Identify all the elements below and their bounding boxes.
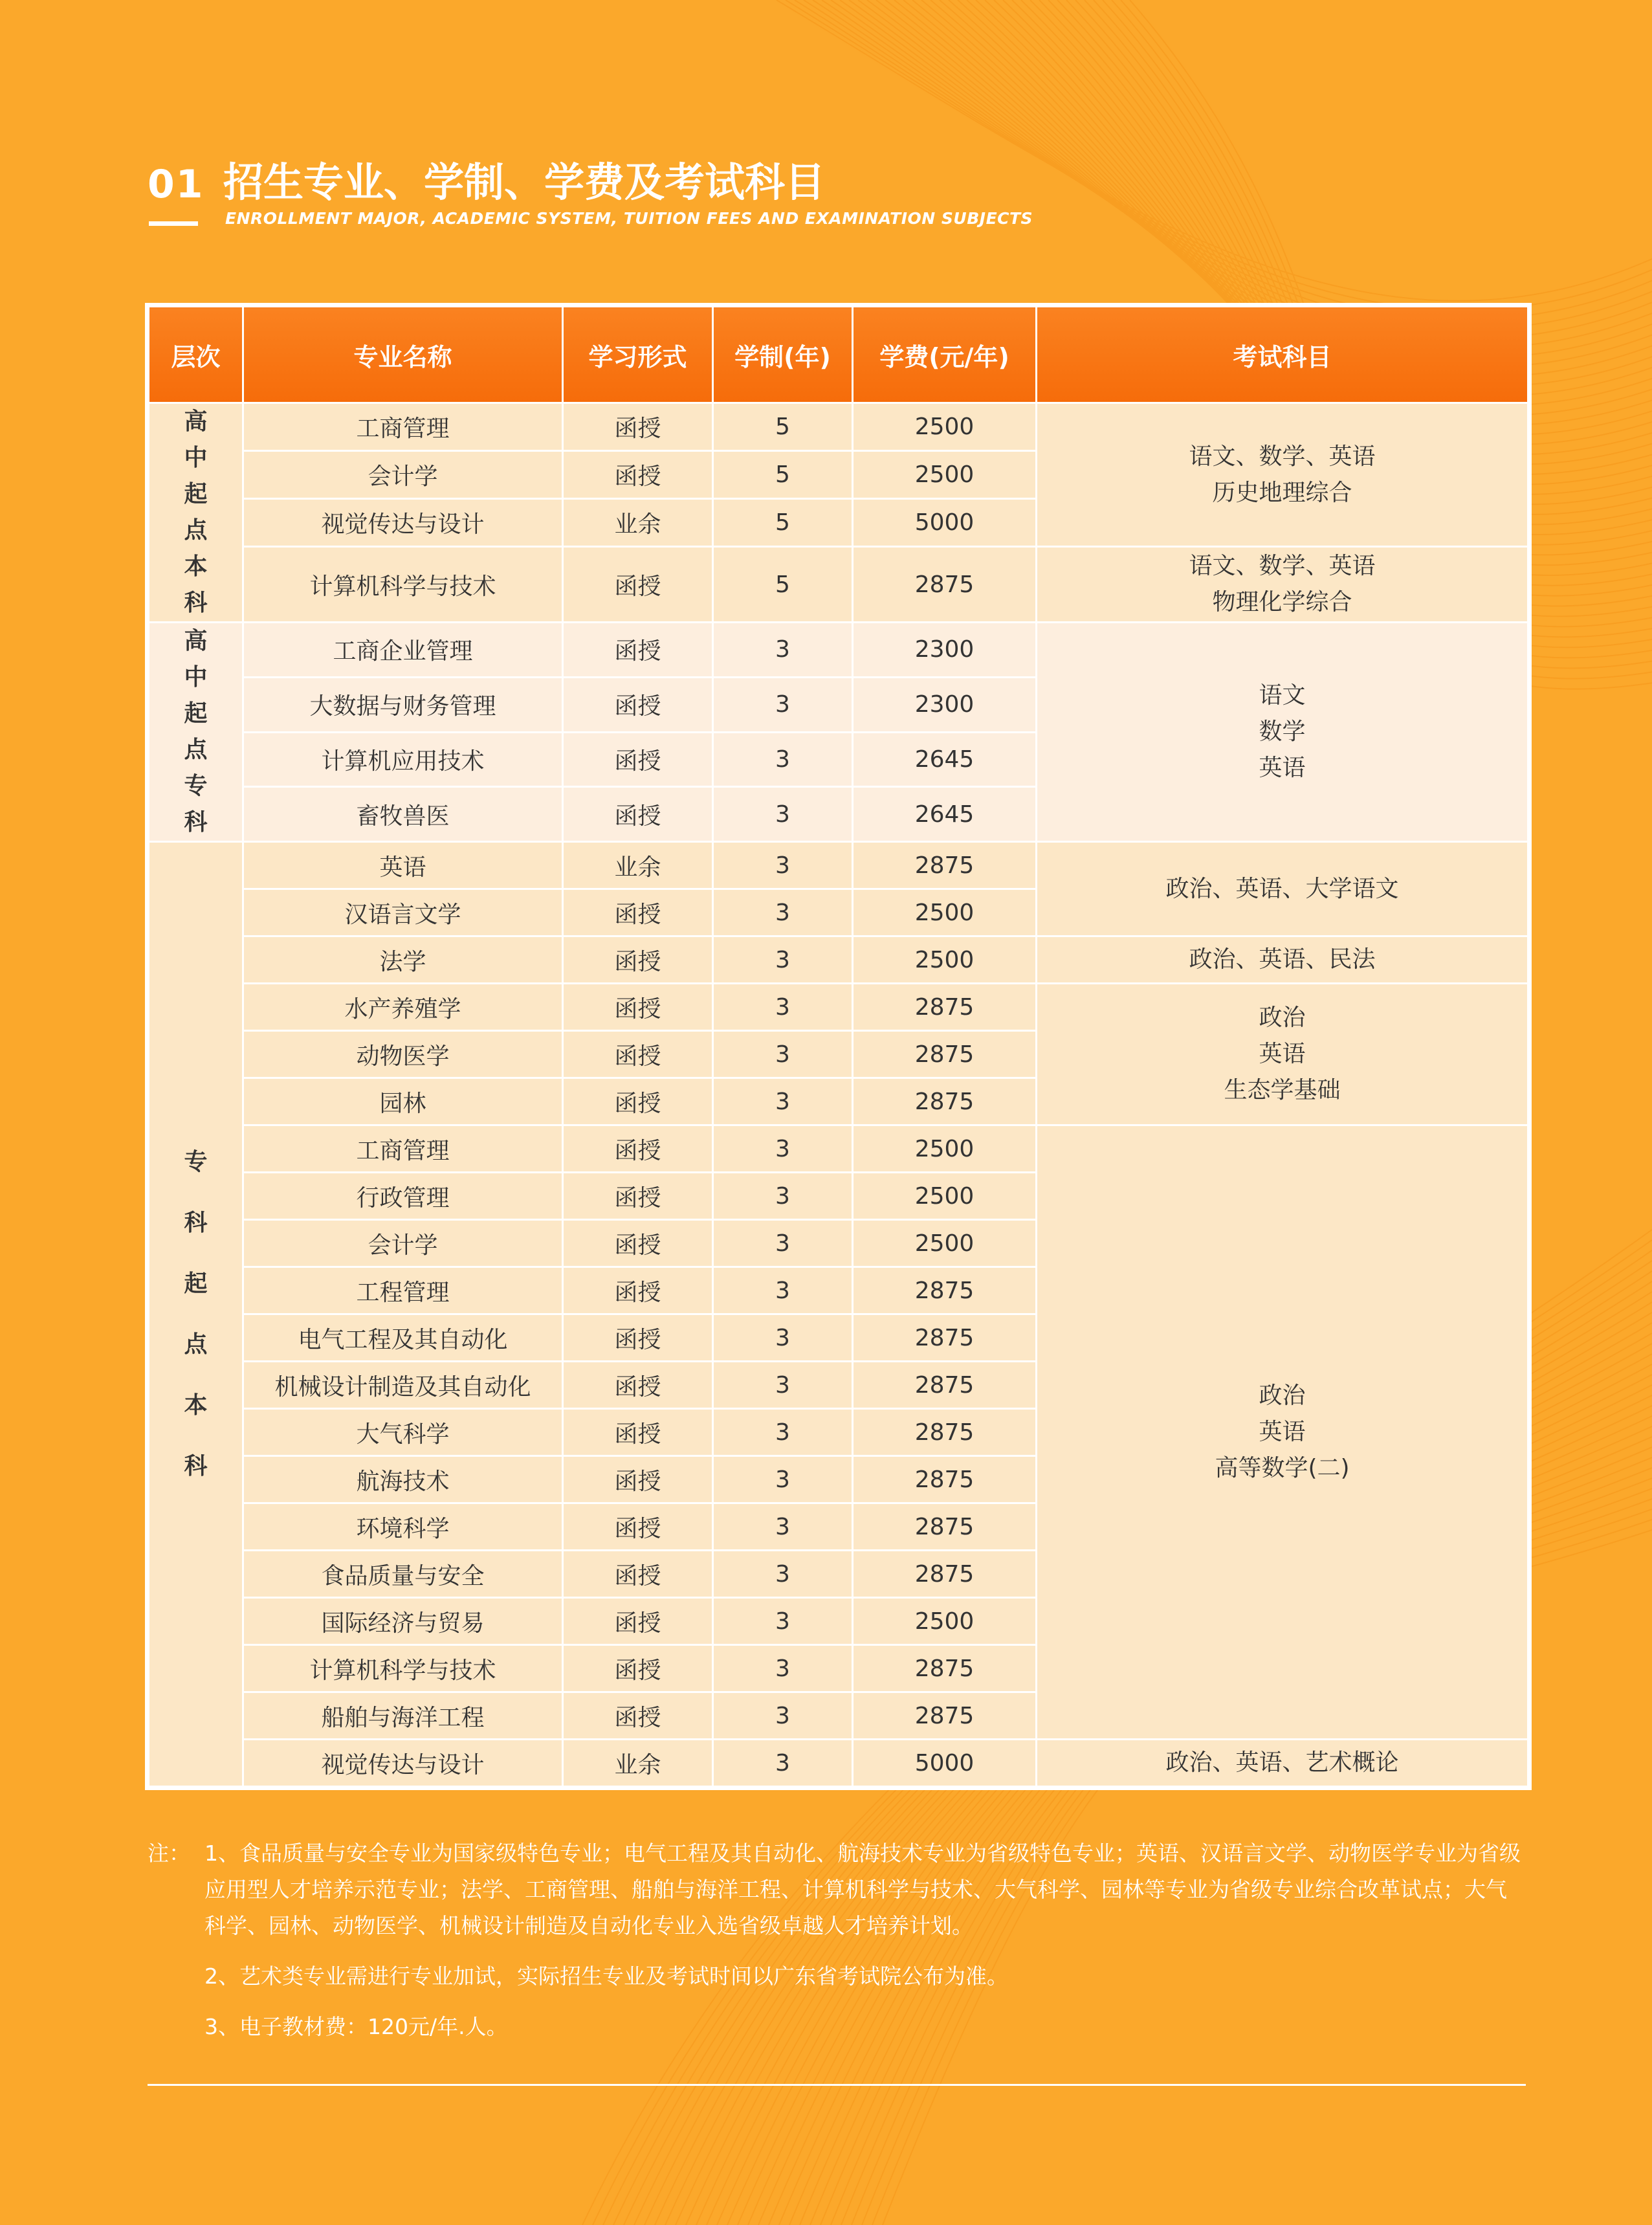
major-cell: 行政管理 [243,1173,563,1220]
form-cell: 函授 [563,889,713,936]
fee-cell: 2875 [853,1551,1037,1598]
fee-cell: 2875 [853,1692,1037,1740]
fee-cell: 2500 [853,936,1037,984]
years-cell: 3 [713,623,853,678]
form-cell: 函授 [563,984,713,1031]
table-row [149,842,1528,889]
fee-cell: 2645 [853,732,1037,787]
fee-cell: 2875 [853,842,1037,889]
form-cell: 函授 [563,1031,713,1078]
form-cell: 函授 [563,1551,713,1598]
form-cell: 函授 [563,1314,713,1362]
major-cell: 航海技术 [243,1456,563,1503]
years-cell: 3 [713,1692,853,1740]
form-cell: 函授 [563,677,713,732]
major-cell: 动物医学 [243,1031,563,1078]
subjects-cell: 语文 数学 英语 [1037,623,1528,842]
years-cell: 3 [713,1267,853,1314]
fee-cell: 2500 [853,1173,1037,1220]
form-cell: 函授 [563,1456,713,1503]
major-cell: 畜牧兽医 [243,787,563,842]
form-cell: 函授 [563,1220,713,1267]
fee-cell: 2500 [853,451,1037,499]
major-cell: 工商管理 [243,403,563,451]
fee-cell: 2500 [853,403,1037,451]
form-cell: 函授 [563,1362,713,1409]
level-cell: 高中起点本科 [149,403,243,623]
fee-cell: 2875 [853,1456,1037,1503]
table-row [149,1125,1528,1173]
fee-cell: 2300 [853,623,1037,678]
years-cell: 5 [713,403,853,451]
form-cell: 函授 [563,1267,713,1314]
enrollment-table [148,305,1529,1788]
years-cell: 3 [713,1078,853,1125]
form-cell: 函授 [563,1173,713,1220]
years-cell: 5 [713,547,853,623]
fee-cell: 2300 [853,677,1037,732]
fee-cell: 2875 [853,1362,1037,1409]
years-cell: 3 [713,936,853,984]
major-cell: 园林 [243,1078,563,1125]
subjects-cell: 政治、英语、民法 [1037,936,1528,984]
major-cell: 工程管理 [243,1267,563,1314]
major-cell: 国际经济与贸易 [243,1598,563,1645]
years-cell: 3 [713,1409,853,1456]
years-cell: 3 [713,1740,853,1787]
years-cell: 3 [713,1362,853,1409]
form-cell: 函授 [563,623,713,678]
form-cell: 函授 [563,1125,713,1173]
form-cell: 函授 [563,1409,713,1456]
form-cell: 函授 [563,1503,713,1551]
fee-cell: 2500 [853,1598,1037,1645]
note-item: 3、电子教材费：120元/年.人。 [204,2014,508,2039]
level-cell: 专科起点本科 [149,842,243,1787]
section-number-underline [149,221,198,226]
footer-divider [148,2084,1526,2086]
form-cell: 函授 [563,1078,713,1125]
major-cell: 工商管理 [243,1125,563,1173]
years-cell: 3 [713,889,853,936]
form-cell: 业余 [563,499,713,547]
fee-cell: 2875 [853,1267,1037,1314]
fee-cell: 2875 [853,1314,1037,1362]
section-title: 招生专业、学制、学费及考试科目 [223,159,826,206]
table-row [149,984,1528,1031]
years-cell: 3 [713,1503,853,1551]
years-cell: 3 [713,1220,853,1267]
header-exam-subjects: 考试科目 [1037,307,1528,403]
major-cell: 电气工程及其自动化 [243,1314,563,1362]
years-cell: 3 [713,1456,853,1503]
note-item: 1、食品质量与安全专业为国家级特色专业；电气工程及其自动化、航海技术专业为省级特色专业；英语、汉语言文学、动物医学专业为省级应用型人才培养示范专业；法学、工商管理、船舶与海洋工程、计算机科学与技术、大气科学、园林等专业为省级专业综合改革试点；大气科学、园林、动物医学、机械设计制造及自动化专业入选省级卓越人才培养计划。 [204,1841,1521,1938]
years-cell: 3 [713,1551,853,1598]
major-cell: 大数据与财务管理 [243,677,563,732]
note-item: 2、艺术类专业需进行专业加试，实际招生专业及考试时间以广东省考试院公布为准。 [204,1964,1008,1989]
form-cell: 函授 [563,936,713,984]
subjects-cell: 政治 英语 高等数学(二) [1037,1125,1528,1740]
major-cell: 计算机科学与技术 [243,1645,563,1692]
years-cell: 5 [713,451,853,499]
fee-cell: 2875 [853,1078,1037,1125]
major-cell: 食品质量与安全 [243,1551,563,1598]
header-study-form: 学习形式 [563,307,713,403]
notes-section [148,1835,1526,2059]
subjects-cell: 语文、数学、英语 物理化学综合 [1037,547,1528,623]
years-cell: 3 [713,677,853,732]
form-cell: 业余 [563,842,713,889]
form-cell: 函授 [563,547,713,623]
years-cell: 3 [713,984,853,1031]
form-cell: 函授 [563,403,713,451]
fee-cell: 2875 [853,1645,1037,1692]
fee-cell: 2875 [853,984,1037,1031]
years-cell: 3 [713,787,853,842]
years-cell: 3 [713,1598,853,1645]
major-cell: 视觉传达与设计 [243,1740,563,1787]
header-level: 层次 [149,307,243,403]
form-cell: 函授 [563,1645,713,1692]
header-tuition: 学费(元/年) [853,307,1037,403]
fee-cell: 5000 [853,1740,1037,1787]
fee-cell: 2875 [853,1409,1037,1456]
section-number: 01 [148,162,204,207]
major-cell: 视觉传达与设计 [243,499,563,547]
major-cell: 会计学 [243,451,563,499]
years-cell: 3 [713,732,853,787]
level-cell: 高中起点专科 [149,623,243,842]
major-cell: 计算机科学与技术 [243,547,563,623]
major-cell: 英语 [243,842,563,889]
fee-cell: 2500 [853,1220,1037,1267]
table-header-row [149,307,1528,403]
header-major: 专业名称 [243,307,563,403]
major-cell: 计算机应用技术 [243,732,563,787]
subjects-cell: 语文、数学、英语 历史地理综合 [1037,403,1528,547]
subjects-cell: 政治 英语 生态学基础 [1037,984,1528,1125]
major-cell: 工商企业管理 [243,623,563,678]
major-cell: 大气科学 [243,1409,563,1456]
years-cell: 3 [713,1645,853,1692]
major-cell: 水产养殖学 [243,984,563,1031]
major-cell: 环境科学 [243,1503,563,1551]
form-cell: 函授 [563,1598,713,1645]
major-cell: 法学 [243,936,563,984]
years-cell: 3 [713,842,853,889]
form-cell: 业余 [563,1740,713,1787]
major-cell: 机械设计制造及其自动化 [243,1362,563,1409]
table-row [149,1740,1528,1787]
table-row [149,403,1528,451]
major-cell: 会计学 [243,1220,563,1267]
years-cell: 3 [713,1125,853,1173]
major-cell: 汉语言文学 [243,889,563,936]
subjects-cell: 政治、英语、大学语文 [1037,842,1528,936]
fee-cell: 2875 [853,547,1037,623]
table-row [149,936,1528,984]
table-row [149,623,1528,678]
header-duration: 学制(年) [713,307,853,403]
notes-label: 注： [148,1841,190,1866]
form-cell: 函授 [563,451,713,499]
form-cell: 函授 [563,732,713,787]
form-cell: 函授 [563,787,713,842]
fee-cell: 2645 [853,787,1037,842]
years-cell: 3 [713,1031,853,1078]
table-row [149,547,1528,623]
subjects-cell: 政治、英语、艺术概论 [1037,1740,1528,1787]
form-cell: 函授 [563,1692,713,1740]
fee-cell: 5000 [853,499,1037,547]
fee-cell: 2875 [853,1031,1037,1078]
years-cell: 5 [713,499,853,547]
section-subtitle: ENROLLMENT MAJOR, ACADEMIC SYSTEM, TUITION FEES AND EXAMINATION SUBJECTS [225,209,1033,228]
fee-cell: 2875 [853,1503,1037,1551]
fee-cell: 2500 [853,1125,1037,1173]
years-cell: 3 [713,1173,853,1220]
major-cell: 船舶与海洋工程 [243,1692,563,1740]
years-cell: 3 [713,1314,853,1362]
fee-cell: 2500 [853,889,1037,936]
